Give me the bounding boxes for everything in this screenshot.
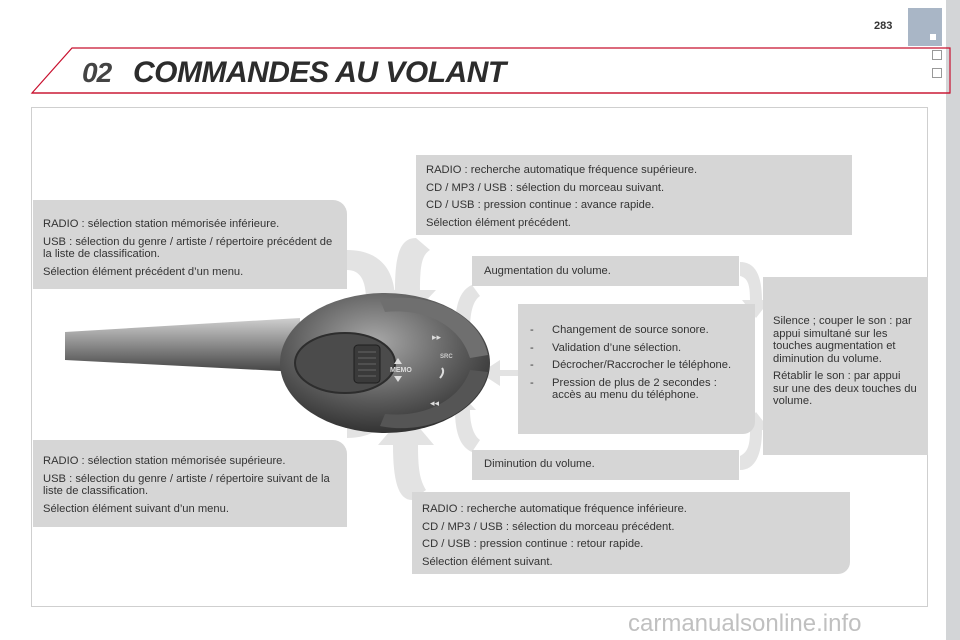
list-item: - Changement de source sonore.: [530, 324, 709, 336]
list-item: - Décrocher/Raccrocher le téléphone.: [530, 359, 732, 371]
callout-line: CD / MP3 / USB : sélection du morceau précédent.: [422, 520, 675, 533]
back-icon: ◂◂: [430, 398, 440, 408]
callout-middle: [518, 304, 755, 434]
callout-left-bottom: [33, 440, 347, 527]
callout-line: CD / MP3 / USB : sélection du morceau suivant.: [426, 181, 665, 194]
callout-line: RADIO : sélection station mémorisée supérieure.: [43, 455, 286, 467]
callout-line: RADIO : recherche automatique fréquence supérieure.: [426, 164, 698, 176]
stalk-shaft: [65, 318, 300, 372]
callout-volume-up: [472, 256, 739, 286]
callout-line: Augmentation du volume.: [484, 265, 611, 277]
list-item: - Validation d’une sélection.: [530, 341, 682, 354]
watermark: carmanualsonline.info: [628, 610, 862, 637]
forward-icon: ▸▸: [432, 332, 442, 342]
callout-line: USB : sélection du genre / artiste / répertoire suivant de la liste de classification.: [43, 472, 330, 497]
callout-line: Sélection élément suivant.: [422, 555, 553, 568]
callout-top-right: [416, 155, 852, 235]
callout-line: USB : sélection du genre / artiste / répertoire précédent de la liste de classification.: [43, 235, 333, 260]
callout-line: Sélection élément suivant d’un menu.: [43, 502, 229, 515]
callout-line: Silence ; couper le son : par appui simultané sur les touches augmentation et diminution du volume.: [773, 315, 912, 365]
page-number: 283: [874, 20, 893, 32]
callout-bottom-right: [412, 492, 850, 574]
src-label: SRC: [440, 354, 453, 360]
callout-volume-down: [472, 450, 739, 480]
callout-line: CD / USB : pression continue : retour rapide.: [422, 538, 644, 550]
callout-line: RADIO : recherche automatique fréquence inférieure.: [422, 503, 687, 515]
callout-line: Sélection élément précédent d’un menu.: [43, 265, 244, 278]
callout-right: [763, 277, 928, 455]
memo-label: MEMO: [390, 367, 412, 374]
callout-line: Diminution du volume.: [484, 458, 595, 470]
list-item: - Pression de plus de 2 secondes : accès au menu du téléphone.: [530, 376, 717, 401]
callout-line: Rétablir le son : par appui sur une des deux touches du volume.: [773, 370, 917, 407]
callout-left-top: [33, 200, 347, 289]
page-title: COMMANDES AU VOLANT: [133, 56, 506, 89]
callout-line: Sélection élément précédent.: [426, 216, 571, 229]
callout-line: CD / USB : pression continue : avance rapide.: [426, 199, 655, 211]
callout-line: RADIO : sélection station mémorisée inférieure.: [43, 218, 280, 230]
chapter-number: 02: [82, 57, 112, 88]
